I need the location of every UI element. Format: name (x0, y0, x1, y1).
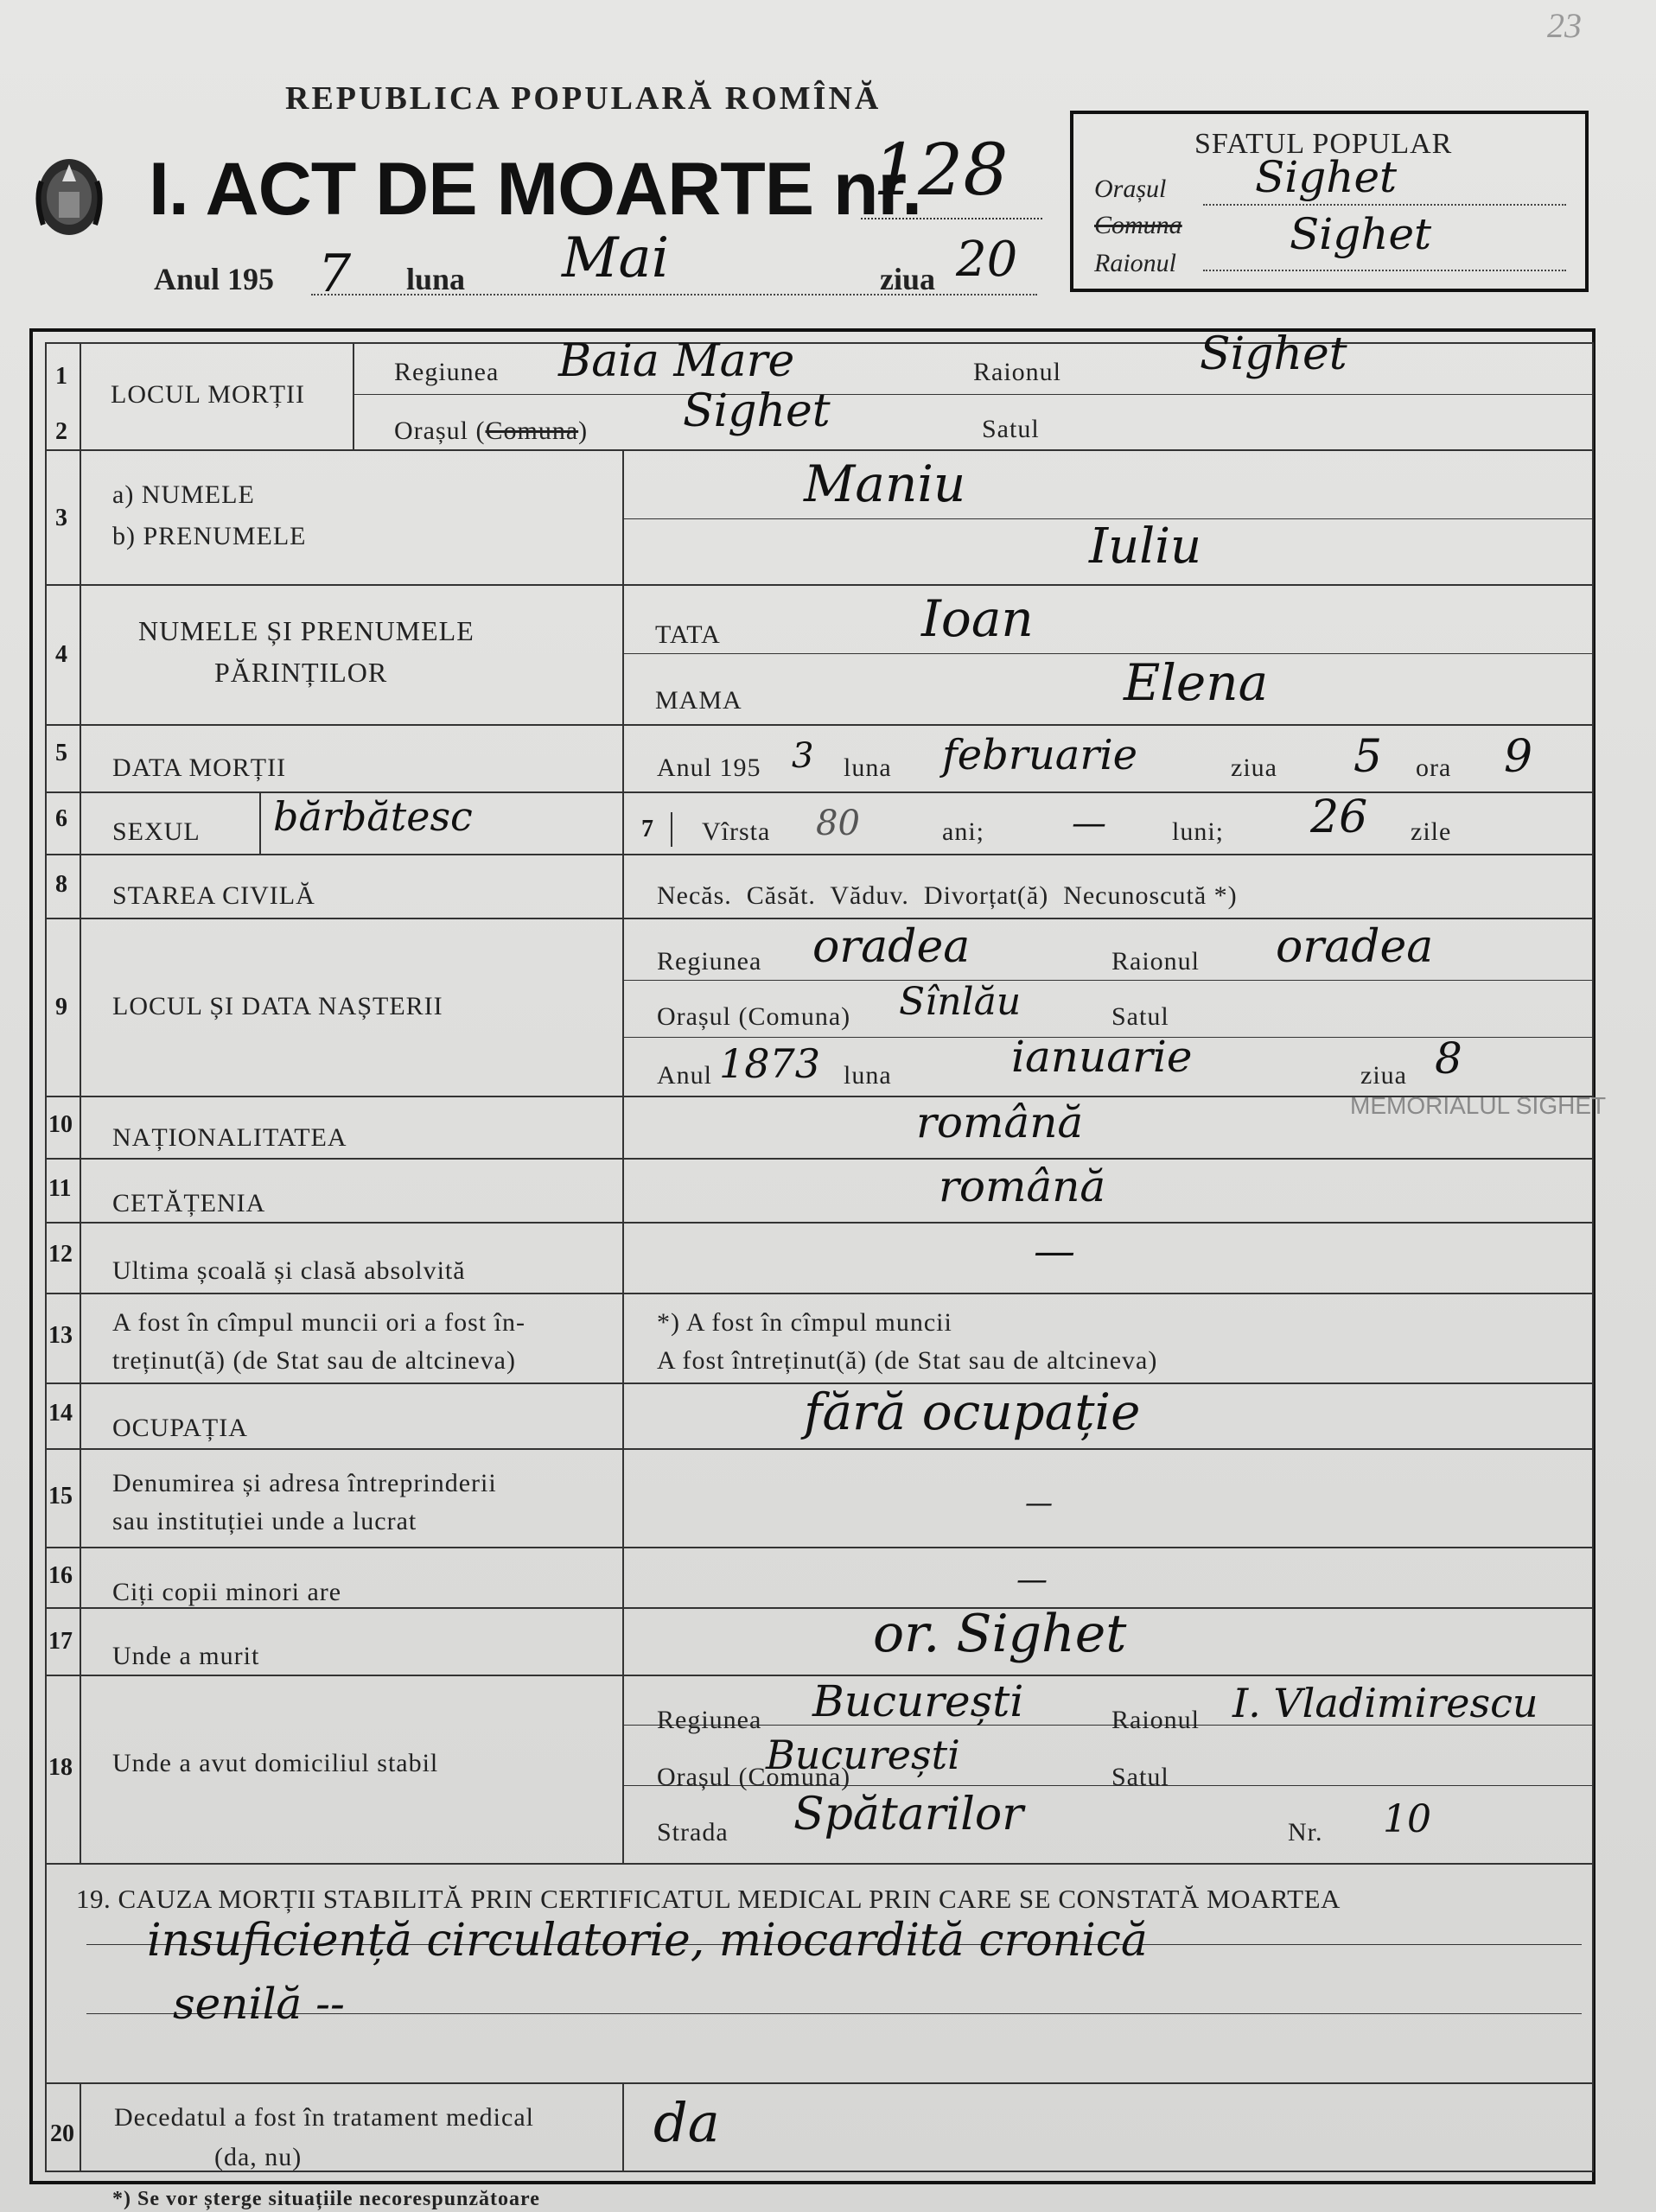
birth-raion-label: Raionul (1111, 947, 1200, 976)
mother-value: Elena (1124, 653, 1269, 712)
header-day-value: 20 (956, 232, 1018, 288)
header-month-value: Mai (562, 226, 670, 290)
age-years-value: 80 (816, 804, 860, 843)
domicile-nr-value: 10 (1383, 1797, 1431, 1841)
domicile-street-label: Strada (657, 1818, 729, 1847)
death-raion-value: Sighet (1200, 328, 1347, 380)
row-number-8: 8 (55, 871, 67, 898)
birth-city-label: Orașul (Comuna) (657, 1002, 851, 1031)
death-city-suffix: ) (578, 416, 589, 445)
birth-month-value: ianuarie (1011, 1032, 1193, 1082)
school-value: — (1034, 1227, 1075, 1275)
birth-day-value: 8 (1435, 1033, 1462, 1084)
council-raion-value: Sighet (1290, 209, 1432, 259)
council-commune-label: Comuna (1094, 211, 1182, 239)
domicile-raion-value: I. Vladimirescu (1232, 1680, 1538, 1726)
header-year-value: 7 (318, 244, 352, 304)
firstname-value: Iuliu (1089, 518, 1202, 575)
birth-year-value: 1873 (719, 1040, 821, 1087)
workplace-value: — (1025, 1486, 1053, 1519)
birth-month-label: luna (844, 1061, 892, 1090)
father-value: Ioan (921, 589, 1034, 648)
death-village-label: Satul (982, 415, 1040, 443)
medical-treatment-label-line2: (da, nu) (214, 2143, 303, 2171)
row-number-11: 11 (48, 1175, 72, 1202)
parents-label-line1: NUMELE ȘI PRENUMELE (138, 615, 475, 646)
sex-value: bărbătesc (273, 793, 473, 840)
domicile-label: Unde a avut domiciliul stabil (112, 1749, 439, 1777)
death-city-label (394, 416, 588, 446)
firstname-label: b) PRENUMELE (112, 522, 307, 550)
nationality-label: NAȚIONALITATEA (112, 1123, 347, 1152)
minor-children-value: — (1016, 1562, 1048, 1598)
birth-label: LOCUL ȘI DATA NAȘTERII (112, 992, 443, 1020)
row-number-6: 6 (55, 805, 67, 832)
minor-children-label: Ciți copii minori are (112, 1578, 342, 1606)
header-month-label: luna (406, 262, 466, 296)
header-year-label: Anul 195 (154, 262, 275, 296)
surname-value: Maniu (804, 454, 966, 513)
cause-of-death-label: 19. CAUZA MORȚII STABILITĂ PRIN CERTIFICATUL MEDICAL PRIN CARE SE CONSTATĂ MOARTEA (76, 1884, 1341, 1914)
death-year-value: 3 (792, 736, 814, 776)
row-number-18: 18 (48, 1754, 73, 1781)
medical-treatment-label-line1: Decedatul a fost în tratament medical (114, 2103, 534, 2132)
footnote: *) Se vor șterge situațiile necorespunzătoare (112, 2188, 540, 2210)
row-number-15: 15 (48, 1483, 73, 1510)
row-number-2: 2 (55, 418, 67, 445)
occupation-label: OCUPAȚIA (112, 1414, 248, 1442)
death-location-label: Unde a murit (112, 1642, 260, 1670)
civil-status-options: Necăs. Căsăt. Văduv. Divorțat(ă) Necunoscută *) (657, 881, 1238, 910)
death-place-label: LOCUL MORȚII (111, 380, 306, 409)
death-date-label: DATA MORȚII (112, 753, 287, 782)
father-label: TATA (655, 620, 721, 649)
death-day-label: ziua (1231, 753, 1277, 782)
row-number-4: 4 (55, 641, 67, 668)
death-city-value: Sighet (683, 385, 831, 437)
death-month-value: februarie (942, 731, 1138, 779)
row-number-3: 3 (55, 505, 67, 531)
age-days-unit: zile (1411, 817, 1452, 846)
age-months-value: — (1072, 804, 1106, 843)
death-day-value: 5 (1353, 731, 1383, 783)
republic-heading: REPUBLICA POPULARĂ ROMÎNĂ (285, 80, 882, 117)
death-location-value: or. Sighet (873, 1604, 1127, 1664)
death-year-label: Anul 195 (657, 753, 761, 782)
death-region-value: Baia Mare (558, 335, 795, 387)
employment-label-line2: treținut(ă) (de Stat sau de altcineva) (112, 1346, 516, 1375)
workplace-label-line1: Denumirea și adresa întreprinderii (112, 1469, 497, 1497)
parents-label-line2: PĂRINȚILOR (214, 657, 388, 688)
row-number-20: 20 (50, 2120, 74, 2147)
birth-day-label: ziua (1360, 1061, 1407, 1090)
row-number-14: 14 (48, 1400, 73, 1427)
nationality-value: română (916, 1097, 1084, 1147)
act-number-value: 128 (873, 130, 1009, 212)
employment-label-line1: A fost în cîmpul muncii ori a fost în- (112, 1308, 525, 1337)
age-days-value: 26 (1310, 791, 1368, 843)
civil-status-label: STAREA CIVILĂ (112, 881, 315, 910)
cause-of-death-line1: insuficiență circulatorie, miocardită cronică (147, 1915, 1148, 1967)
council-city-label: Orașul (1094, 175, 1167, 203)
corner-mark: 23 (1547, 6, 1582, 45)
row-number-10: 10 (48, 1111, 73, 1138)
medical-treatment-value: da (653, 2091, 720, 2154)
cause-of-death-line2: senilă -- (173, 1979, 345, 2029)
birth-region-label: Regiunea (657, 947, 762, 976)
birth-village-label: Satul (1111, 1002, 1169, 1031)
death-city-prefix: Orașul ( (394, 416, 486, 445)
council-title: SFATUL POPULAR (1194, 128, 1453, 160)
workplace-label-line2: sau instituției unde a lucrat (112, 1507, 417, 1535)
age-months-unit: luni; (1172, 817, 1225, 846)
death-hour-value: 9 (1504, 731, 1533, 783)
row-number-16: 16 (48, 1562, 73, 1589)
memorial-watermark: MEMORIALUL SIGHET (1350, 1092, 1607, 1119)
domicile-raion-label: Raionul (1111, 1706, 1200, 1734)
birth-region-value: oradea (812, 921, 971, 973)
mother-label: MAMA (655, 686, 742, 715)
death-month-label: luna (844, 753, 892, 782)
school-label: Ultima școală și clasă absolvită (112, 1256, 466, 1285)
domicile-city-label: Orașul (Comuna) (657, 1763, 851, 1791)
row-number-1: 1 (55, 363, 67, 390)
header-day-label: ziua (880, 262, 936, 296)
row-number-13: 13 (48, 1322, 73, 1349)
row-number-5: 5 (55, 740, 67, 766)
citizenship-value: română (939, 1161, 1106, 1211)
occupation-value: fără ocupație (804, 1382, 1141, 1441)
age-label: Vîrsta (702, 817, 771, 846)
birth-city-value: Sînlău (899, 980, 1022, 1024)
employment-option-2: A fost întreținut(ă) (de Stat sau de altcineva) (657, 1346, 1158, 1375)
death-commune-struck: Comuna (485, 416, 579, 445)
birth-year-label: Anul (657, 1061, 712, 1090)
age-years-unit: ani; (942, 817, 984, 846)
row-number-17: 17 (48, 1628, 73, 1655)
council-city-value: Sighet (1255, 152, 1398, 202)
death-region-label: Regiunea (394, 358, 500, 386)
sex-label: SEXUL (112, 817, 201, 846)
citizenship-label: CETĂȚENIA (112, 1189, 266, 1217)
surname-label: a) NUMELE (112, 480, 255, 509)
domicile-region-value: București (812, 1676, 1024, 1726)
council-box (1070, 111, 1589, 292)
domicile-village-label: Satul (1111, 1763, 1169, 1791)
domicile-nr-label: Nr. (1288, 1818, 1323, 1847)
document-title: I. ACT DE MOARTE nr. (149, 148, 922, 231)
row-number-12: 12 (48, 1241, 73, 1268)
domicile-region-label: Regiunea (657, 1706, 762, 1734)
coat-of-arms-emblem (33, 147, 105, 242)
birth-raion-value: oradea (1276, 921, 1434, 973)
death-hour-label: ora (1416, 753, 1452, 782)
domicile-street-value: Spătarilor (793, 1789, 1024, 1840)
domicile-city-value: București (766, 1732, 960, 1778)
death-raion-label: Raionul (973, 358, 1061, 386)
row-number-7: 7 (641, 816, 653, 842)
row-number-9: 9 (55, 994, 67, 1020)
employment-option-1: *) A fost în cîmpul muncii (657, 1308, 952, 1337)
council-raion-label: Raionul (1094, 249, 1176, 277)
